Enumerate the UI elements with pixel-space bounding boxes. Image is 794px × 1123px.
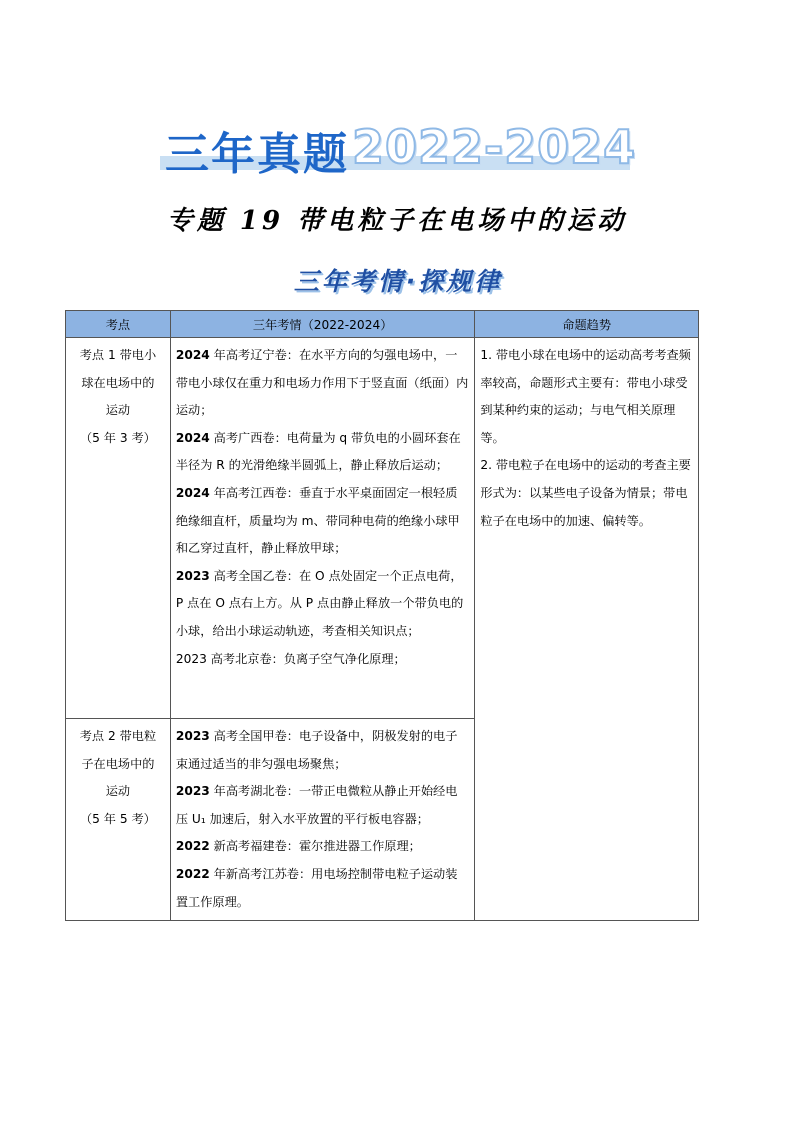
trend-paragraph: 1. 带电小球在电场中的运动高考考查频率较高，命题形式主要有：带电小球受到某种约束的运动；与电气相关原理等。 <box>480 348 691 445</box>
banner-title: 三年真题 <box>165 129 349 180</box>
table-row <box>66 338 699 719</box>
exam-text: 年新高考江苏卷：用电场控制带电粒子运动装置工作原理。 <box>175 866 458 909</box>
banner-years: 2022-2024 <box>352 120 637 174</box>
kaodian-cell <box>66 719 171 921</box>
exam-year: 2023 <box>175 729 210 743</box>
exam-item <box>176 723 470 778</box>
header-kaoqing: 三年考情（2022-2024） <box>170 311 475 338</box>
exam-analysis-table <box>65 310 699 921</box>
exam-item <box>176 563 470 646</box>
exam-item <box>176 778 470 833</box>
kaoqing-cell <box>170 338 475 719</box>
exam-year: 2023 <box>175 568 210 583</box>
kaodian-line: （5 年 5 考） <box>79 811 156 826</box>
exam-text: 年高考湖北卷：一带正电微粒从静止开始经电压 U₁ 加速后，射入水平放置的平行板电容器； <box>175 784 458 826</box>
section-badge <box>278 262 518 296</box>
kaodian-line: 子在电场中的 <box>81 756 155 771</box>
exam-item <box>176 342 470 425</box>
exam-text: 高考全国乙卷：在 O 点处固定一个正点电荷，P 点在 O 点右上方。从 P 点由静止释放一个带负电的小球，给出小球运动轨迹，考查相关知识点； <box>175 568 464 638</box>
exam-item <box>176 833 470 861</box>
exam-year: 2022 <box>175 839 210 854</box>
exam-item <box>176 480 470 563</box>
kaodian-line: 考点 2 带电粒 <box>79 729 157 743</box>
exam-item <box>176 425 470 480</box>
exam-item <box>176 646 470 674</box>
exam-text: 年高考辽宁卷：在水平方向的匀强电场中，一带电小球仅在重力和电场力作用下于竖直面（纸面）内运动； <box>175 348 469 418</box>
kaodian-line: 球在电场中的 <box>81 375 155 390</box>
header-trend: 命题趋势 <box>475 311 699 338</box>
exam-year: 2024 <box>175 485 210 500</box>
exam-text: 高考广西卷：电荷量为 q 带负电的小圆环套在半径为 R 的光滑绝缘半圆弧上，静止释放后运动； <box>175 430 461 473</box>
exam-year: 2022 <box>175 866 210 881</box>
kaodian-line: （5 年 3 考） <box>79 430 156 445</box>
header-kaodian: 考点 <box>66 311 171 338</box>
trend-cell <box>475 338 699 921</box>
kaodian-cell <box>66 338 171 719</box>
exam-year: 2023 <box>175 784 210 799</box>
exam-year: 2024 <box>175 430 210 445</box>
topic-subtitle: 专题 19 带电粒子在电场中的运动 <box>166 206 628 236</box>
exam-year: 2024 <box>175 348 210 362</box>
table-header-row <box>66 311 699 338</box>
kaodian-line: 运动 <box>105 403 131 418</box>
section-badge-text: 三年考情·探规律 <box>293 267 503 296</box>
exam-text: 2023 高考北京卷：负离子空气净化原理； <box>175 651 406 666</box>
kaodian-line: 运动 <box>105 784 131 799</box>
exam-text: 年高考江西卷：垂直于水平桌面固定一根轻质绝缘细直杆，质量均为 m、带同种电荷的绝缘小球甲和乙穿过直杆，静止释放甲球； <box>175 485 460 556</box>
exam-text: 高考全国甲卷：电子设备中，阴极发射的电子束通过适当的非匀强电场聚焦； <box>175 729 458 771</box>
kaoqing-cell <box>170 719 475 921</box>
trend-paragraph: 2. 带电粒子在电场中的运动的考查主要形式为：以某些电子设备为情景；带电粒子在电场中的加速、偏转等。 <box>480 458 691 528</box>
exam-text: 新高考福建卷：霍尔推进器工作原理； <box>209 839 421 854</box>
title-banner <box>0 118 794 178</box>
kaodian-line: 考点 1 带电小 <box>79 348 157 362</box>
exam-item <box>176 861 470 916</box>
